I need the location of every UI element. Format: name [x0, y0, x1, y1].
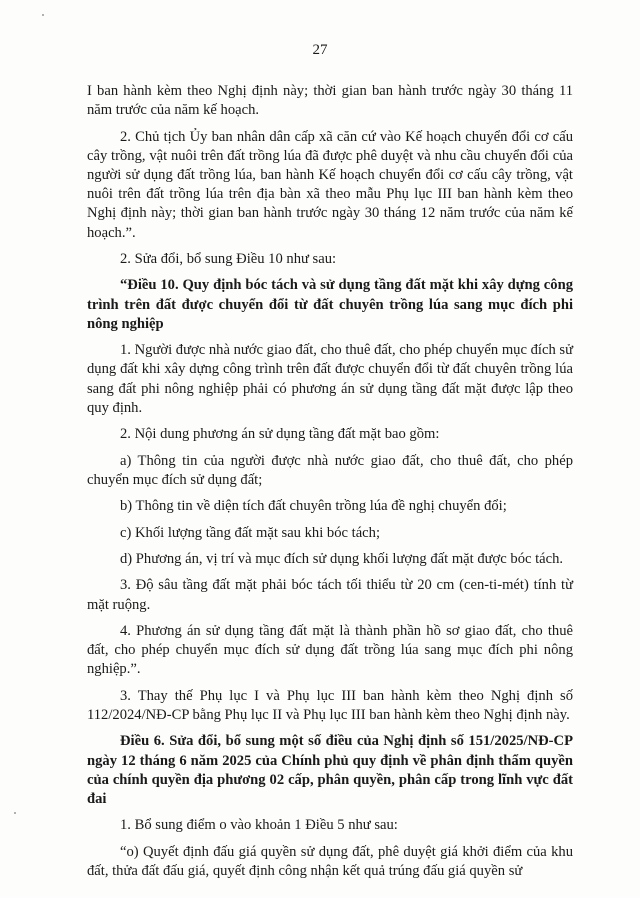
article-10-clause-4: 4. Phương án sử dụng tầng đất mặt là thành phần hồ sơ giao đất, cho thuê đất, cho phép chuyển mục đích sử dụng đất trồng lúa sang mục đích phi nông nghiệp.”.	[87, 622, 573, 678]
paragraph-continuation: I ban hành kèm theo Nghị định này; thời gian ban hành trước ngày 30 tháng 11 năm trước của năm kế hoạch.	[87, 83, 573, 119]
page-number: 27	[312, 42, 328, 58]
article-10-heading: “Điều 10. Quy định bóc tách và sử dụng tầng đất mặt khi xây dựng công trình trên đất được chuyển đổi từ đất chuyên trồng lúa sang mục đích phi nông nghiệp	[87, 277, 573, 332]
document-body	[87, 82, 573, 888]
scan-speck	[14, 812, 16, 814]
scan-speck	[42, 14, 44, 16]
article-10-point-a: a) Thông tin của người được nhà nước giao đất, cho thuê đất, cho phép chuyển mục đích sử dụng đất;	[87, 452, 573, 488]
article-10-point-b: b) Thông tin về diện tích đất chuyên trồng lúa đề nghị chuyển đổi;	[120, 498, 507, 515]
article-10-point-d: d) Phương án, vị trí và mục đích sử dụng khối lượng đất mặt được bóc tách.	[120, 550, 564, 567]
paragraph-clause-2: 2. Chủ tịch Ủy ban nhân dân cấp xã căn cứ vào Kế hoạch chuyển đổi cơ cấu cây trồng, vật nuôi trên đất trồng lúa đã được phê duyệt và nhu cầu chuyển đổi của người sử dụng đất trồng lúa, ban hành Kế hoạch chuyển đổi cơ cấu cây trồng, vật nuôi trên đất trồng lúa trên địa bàn xã theo mẫu Phụ lục III ban hành kèm theo Nghị định này; thời gian ban hành trước ngày 30 tháng 12 năm trước của năm kế hoạch.”.	[87, 128, 573, 241]
paragraph-amend-article-10: 2. Sửa đổi, bổ sung Điều 10 như sau:	[120, 251, 337, 267]
article-6-clause-1: 1. Bổ sung điểm o vào khoản 1 Điều 5 như sau:	[120, 817, 398, 834]
article-10-point-c: c) Khối lượng tầng đất mặt sau khi bóc tách;	[120, 524, 381, 541]
article-10-clause-3: 3. Độ sâu tầng đất mặt phải bóc tách tối thiểu từ 20 cm (cen-ti-mét) tính từ mặt ruộng.	[87, 577, 573, 613]
article-10-clause-2: 2. Nội dung phương án sử dụng tầng đất mặt bao gồm:	[120, 426, 440, 443]
article-6-point-o: “o) Quyết định đấu giá quyền sử dụng đất, phê duyệt giá khởi điểm của khu đất, thửa đất đấu giá, quyết định công nhận kết quả trúng đấu giá quyền sử	[87, 843, 573, 879]
paragraph-replace-appendix: 3. Thay thế Phụ lục I và Phụ lục III ban hành kèm theo Nghị định số 112/2024/NĐ-CP bằng Phụ lục II và Phụ lục III ban hành kèm theo Nghị định này.	[87, 687, 573, 723]
article-6-heading: Điều 6. Sửa đổi, bổ sung một số điều của Nghị định số 151/2025/NĐ-CP ngày 12 tháng 6 năm 2025 của Chính phủ quy định về phân định thẩm quyền của chính quyền địa phương 02 cấp, phân quyền, phân cấp trong lĩnh vực đất đai	[87, 733, 573, 807]
article-10-clause-1: 1. Người được nhà nước giao đất, cho thuê đất, cho phép chuyển mục đích sử dụng đất khi xây dựng công trình trên đất được chuyển đổi từ đất chuyên trồng lúa sang đất phi nông nghiệp phải có phương án sử dụng tầng đất mặt được lập theo quy định.	[87, 342, 573, 416]
